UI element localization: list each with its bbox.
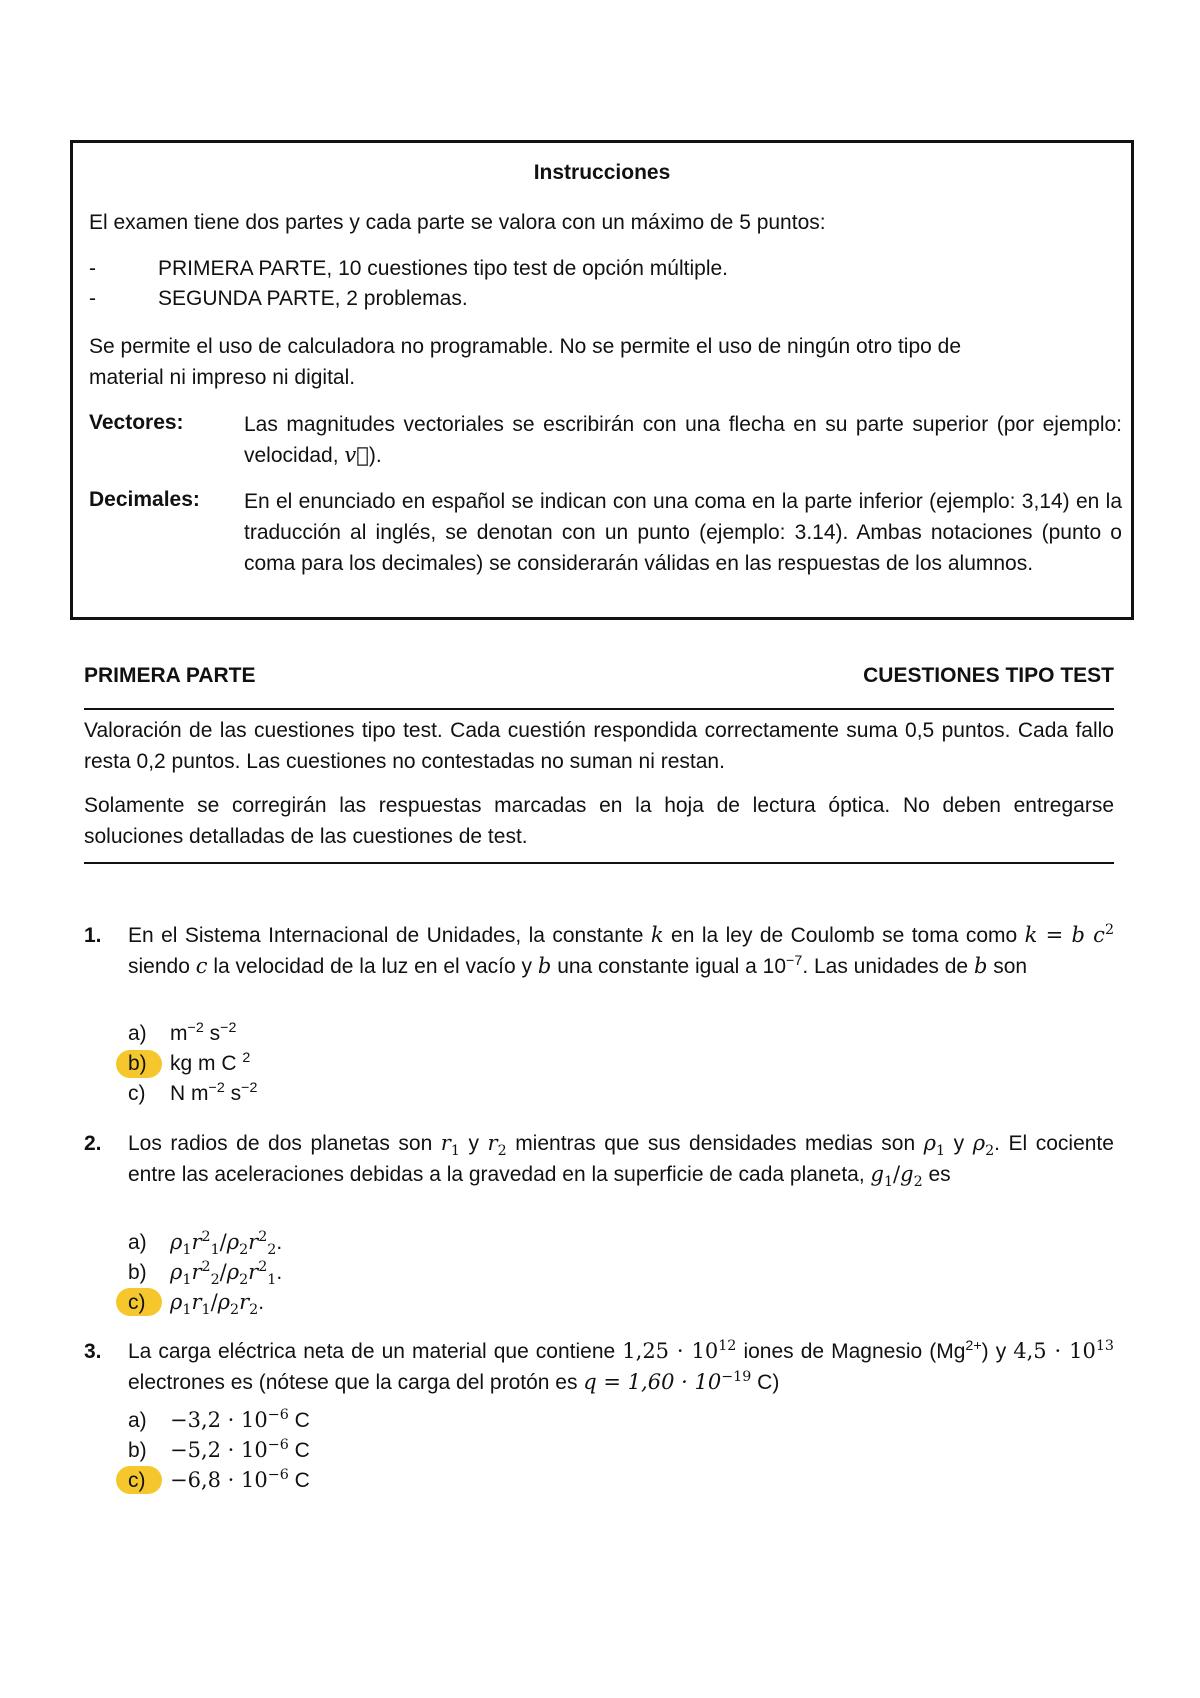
bullet-marker-2: - xyxy=(89,287,96,310)
bullet-primera: PRIMERA PARTE, 10 cuestiones tipo test de opción múltiple. xyxy=(158,257,729,280)
section-top-rule xyxy=(84,708,1114,710)
vectors-label: Vectores: xyxy=(89,411,184,434)
instructions-box xyxy=(70,140,1134,620)
question-2-option-a[interactable]: a) $\rho_1r^2_1/\rho_2r^2_2$. xyxy=(128,1229,283,1259)
question-2-number: 2. xyxy=(84,1132,102,1155)
question-2-option-c[interactable]: c) $\rho_1r_1/\rho_2r_2$. xyxy=(128,1290,265,1319)
question-1-text: En el Sistema Internacional de Unidades, la constante k en la ley de Coulomb se toma como k = b $c^2$ siendo c la velocidad de la luz en el vacío y b una constante igual a $10^{-7}$. Las unidades de b son xyxy=(128,922,1115,978)
question-1-option-c[interactable]: c) N $m^{-2}$ $s^{-2}$ xyxy=(128,1080,258,1105)
calculator-line-1: Se permite el uso de calculadora no programable. No se permite el uso de ningún otro tipo de xyxy=(89,335,962,358)
vectors-text: Las magnitudes vectoriales se escribirán con una flecha en su parte superior (por ejemplo: velocidad, v⃗). xyxy=(244,413,1122,467)
question-3-text: La carga eléctrica neta de un material que contiene $1,25 \cdot 10^{12}$ iones de Magnesio $(Mg^{2+})$ y $4,5 \cdot 10^{13}$ electrones es (nótese que la carga del protón es $q = 1,60 \cdot 10^{-19}$ C) xyxy=(128,1338,1114,1394)
question-2-text: Los radios de dos planetas son $r_1$ y $r_2$ mientras que sus densidades medias son $\rho_1$ y $\rho_2$. El cociente entre las aceleraciones debidas a la gravedad en la superficie de cada planeta, $g_1/g_2$ es xyxy=(128,1131,1114,1191)
section-title-right: CUESTIONES TIPO TEST xyxy=(863,664,1114,687)
question-3-number: 3. xyxy=(84,1340,102,1363)
question-3-option-b[interactable]: $b) -5,2 \cdot 10^{-6}$ C xyxy=(128,1437,310,1462)
decimals-label: Decimales: xyxy=(89,488,200,511)
question-1-option-a[interactable]: a) $m^{-2}$ $s^{-2}$ xyxy=(128,1020,237,1045)
bullet-marker-1: - xyxy=(89,257,96,280)
question-2-option-b[interactable]: b) $\rho_1r^2_2/\rho_2r^2_1$. xyxy=(128,1259,283,1289)
instructions-intro: El examen tiene dos partes y cada parte se valora con un máximo de 5 puntos: xyxy=(89,211,826,234)
velocity-vector-symbol: v⃗ xyxy=(344,443,369,467)
bullet-segunda: SEGUNDA PARTE, 2 problemas. xyxy=(158,287,468,310)
question-1-option-b[interactable]: b) kg m C $^2$ xyxy=(128,1050,251,1075)
valoracion-paragraph: Valoración de las cuestiones tipo test. Cada cuestión respondida correctamente suma 0,5 puntos. Cada fallo resta 0,2 puntos. Las cuestiones no contestadas no suman ni restan. xyxy=(84,719,1114,773)
decimals-text: En el enunciado en español se indican con una coma en la parte inferior (ejemplo: 3,14) en la traducción al inglés, se denotan con un punto (ejemplo: 3.14). Ambas notaciones (punto o coma para los decimales) se considerarán válidas en las respuestas de los alumnos. xyxy=(244,490,1122,575)
question-3-option-a[interactable]: $a) -3,2 \cdot 10^{-6}$ C xyxy=(128,1407,310,1432)
section-header xyxy=(84,664,1114,688)
question-1-number: 1. xyxy=(84,924,102,947)
calculator-line-2: material ni impreso ni digital. xyxy=(89,366,356,389)
question-3-option-c[interactable]: $c) -6,8 \cdot 10^{-6}$ C xyxy=(128,1467,310,1492)
section-bottom-rule xyxy=(84,862,1114,864)
instructions-title: Instrucciones xyxy=(533,161,671,184)
correccion-paragraph: Solamente se corregirán las respuestas marcadas en la hoja de lectura óptica. No deben entregarse soluciones detalladas de las cuestiones de test. xyxy=(84,794,1114,848)
section-title-left: PRIMERA PARTE xyxy=(84,664,256,687)
